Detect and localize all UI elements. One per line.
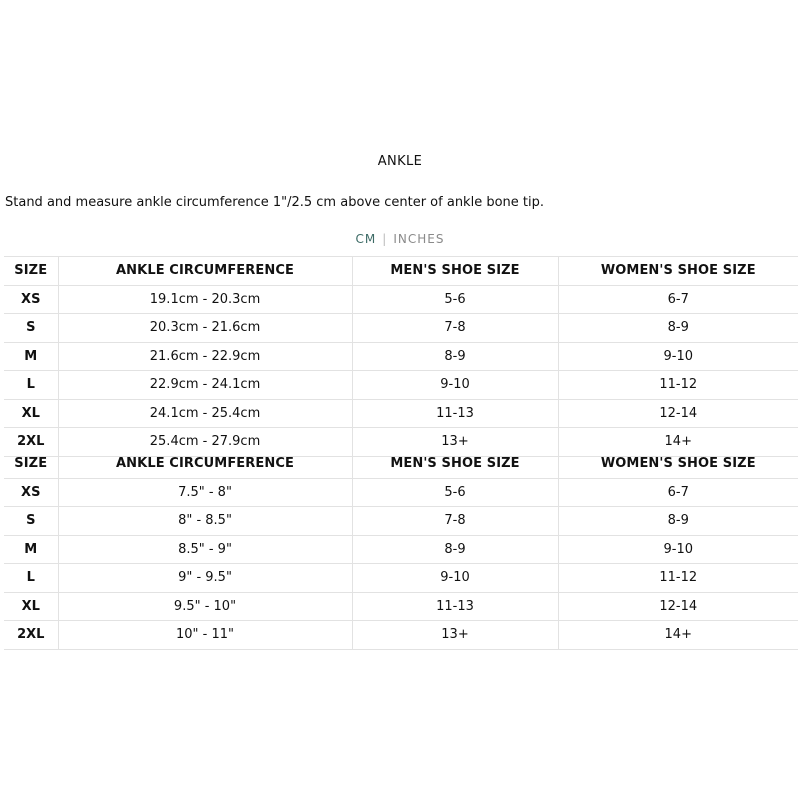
size-cell: S xyxy=(4,314,58,343)
womens-shoe-size-cell: 14+ xyxy=(558,428,798,457)
womens-shoe-size-cell: 6-7 xyxy=(558,478,798,507)
ankle-circumference-cell: 9.5" - 10" xyxy=(58,592,352,621)
size-cell: XS xyxy=(4,285,58,314)
size-cell: 2XL xyxy=(4,428,58,457)
womens-shoe-size-cell: 11-12 xyxy=(558,371,798,400)
size-cell: L xyxy=(4,371,58,400)
mens-shoe-size-cell: 11-13 xyxy=(352,592,558,621)
size-cell: M xyxy=(4,535,58,564)
size-cell: XS xyxy=(4,478,58,507)
size-cell: XL xyxy=(4,592,58,621)
mens-shoe-size-cell: 7-8 xyxy=(352,507,558,536)
ankle-circumference-cell: 24.1cm - 25.4cm xyxy=(58,399,352,428)
mens-shoe-size-cell: 8-9 xyxy=(352,535,558,564)
ankle-circumference-cell: 7.5" - 8" xyxy=(58,478,352,507)
ankle-circumference-cell: 25.4cm - 27.9cm xyxy=(58,428,352,457)
table-header-row xyxy=(4,450,798,478)
womens-shoe-size-cell: 14+ xyxy=(558,621,798,650)
table-row xyxy=(4,285,798,314)
womens-shoe-size-cell: 9-10 xyxy=(558,342,798,371)
ankle-circumference-cell: 9" - 9.5" xyxy=(58,564,352,593)
unit-separator: | xyxy=(382,232,388,246)
womens-shoe-size-cell: 8-9 xyxy=(558,507,798,536)
header-mens-shoe-size: MEN'S SHOE SIZE xyxy=(352,257,558,286)
table-row xyxy=(4,535,798,564)
table-row xyxy=(4,592,798,621)
header-womens-shoe-size: WOMEN'S SHOE SIZE xyxy=(558,257,798,286)
table-row xyxy=(4,478,798,507)
size-cell: XL xyxy=(4,399,58,428)
womens-shoe-size-cell: 6-7 xyxy=(558,285,798,314)
unit-inches-button[interactable]: INCHES xyxy=(393,232,445,246)
womens-shoe-size-cell: 9-10 xyxy=(558,535,798,564)
table-row xyxy=(4,342,798,371)
mens-shoe-size-cell: 5-6 xyxy=(352,285,558,314)
mens-shoe-size-cell: 7-8 xyxy=(352,314,558,343)
table-row xyxy=(4,314,798,343)
ankle-circumference-cell: 8.5" - 9" xyxy=(58,535,352,564)
mens-shoe-size-cell: 9-10 xyxy=(352,371,558,400)
size-cell: M xyxy=(4,342,58,371)
measurement-instruction: Stand and measure ankle circumference 1"/2.5 cm above center of ankle bone tip. xyxy=(5,195,544,210)
header-size: SIZE xyxy=(4,450,58,478)
ankle-circumference-cell: 22.9cm - 24.1cm xyxy=(58,371,352,400)
ankle-circumference-cell: 19.1cm - 20.3cm xyxy=(58,285,352,314)
size-cell: 2XL xyxy=(4,621,58,650)
ankle-circumference-cell: 8" - 8.5" xyxy=(58,507,352,536)
ankle-circumference-cell: 21.6cm - 22.9cm xyxy=(58,342,352,371)
unit-toggle xyxy=(0,232,800,246)
mens-shoe-size-cell: 13+ xyxy=(352,621,558,650)
size-table-inches xyxy=(4,450,798,650)
table-row xyxy=(4,507,798,536)
mens-shoe-size-cell: 5-6 xyxy=(352,478,558,507)
table-row xyxy=(4,621,798,650)
page-title: ANKLE xyxy=(377,154,423,169)
size-cell: L xyxy=(4,564,58,593)
table-row xyxy=(4,371,798,400)
size-table-cm xyxy=(4,256,798,457)
womens-shoe-size-cell: 12-14 xyxy=(558,592,798,621)
header-mens-shoe-size: MEN'S SHOE SIZE xyxy=(352,450,558,478)
mens-shoe-size-cell: 11-13 xyxy=(352,399,558,428)
ankle-circumference-cell: 20.3cm - 21.6cm xyxy=(58,314,352,343)
header-womens-shoe-size: WOMEN'S SHOE SIZE xyxy=(558,450,798,478)
womens-shoe-size-cell: 11-12 xyxy=(558,564,798,593)
mens-shoe-size-cell: 8-9 xyxy=(352,342,558,371)
unit-cm-button[interactable]: CM xyxy=(355,232,377,246)
mens-shoe-size-cell: 9-10 xyxy=(352,564,558,593)
size-cell: S xyxy=(4,507,58,536)
mens-shoe-size-cell: 13+ xyxy=(352,428,558,457)
womens-shoe-size-cell: 12-14 xyxy=(558,399,798,428)
header-ankle-circumference: ANKLE CIRCUMFERENCE xyxy=(58,450,352,478)
header-size: SIZE xyxy=(4,257,58,286)
womens-shoe-size-cell: 8-9 xyxy=(558,314,798,343)
table-row xyxy=(4,399,798,428)
table-row xyxy=(4,564,798,593)
table-header-row xyxy=(4,257,798,286)
ankle-circumference-cell: 10" - 11" xyxy=(58,621,352,650)
header-ankle-circumference: ANKLE CIRCUMFERENCE xyxy=(58,257,352,286)
